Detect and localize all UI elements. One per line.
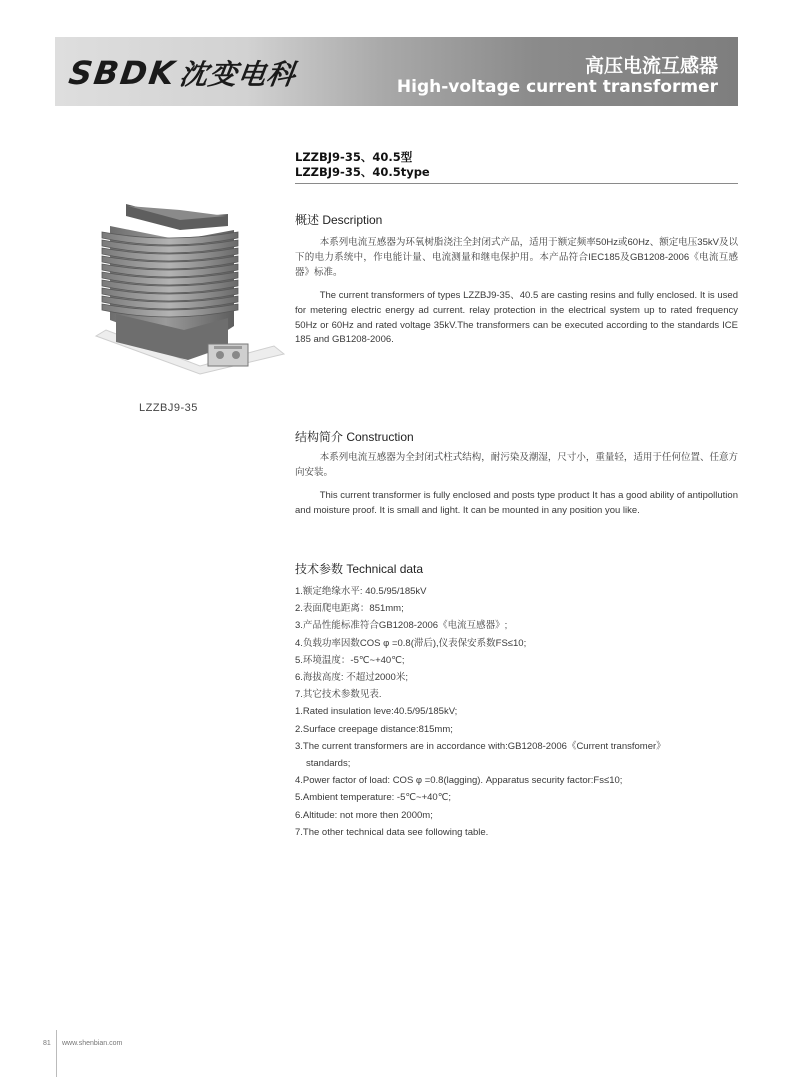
transformer-drawing (88, 196, 288, 396)
construction-heading: 结构简介 Construction (295, 430, 414, 444)
page-title-en: High-voltage current transformer (396, 77, 718, 97)
model-line-en: LZZBJ9-35、40.5type (295, 165, 430, 179)
list-item: 4.负载功率因数COS φ =0.8(滞后),仪表保安系数FS≤10; (295, 637, 527, 649)
list-item: 6.海拔高度: 不超过2000米; (295, 672, 408, 684)
model-divider (295, 183, 738, 184)
list-item: 6.Altitude: not more then 2000m; (295, 809, 433, 821)
logo-chinese: 沈变电科 (177, 58, 299, 91)
list-item: 1.Rated insulation leve:40.5/95/185kV; (295, 706, 458, 718)
current-transformer-illustration (88, 196, 288, 396)
list-item: 5.Ambient temperature: -5℃~+40℃; (295, 792, 451, 804)
model-designation (295, 150, 738, 180)
list-item: 3.产品性能标准符合GB1208-2006《电流互感器》; (295, 620, 508, 632)
construction-text-en: This current transformer is fully enclosed and posts type product It has a good ability of antipollution and moisture proof. It is small and light. It can be mounted in any position you like. (295, 490, 738, 516)
list-item: 2.表面爬电距离：851mm; (295, 603, 404, 615)
product-caption: LZZBJ9-35 (139, 402, 198, 414)
description-heading: 概述 Description (295, 213, 383, 227)
technical-heading: 技术参数 Technical data (295, 562, 424, 576)
list-item: 7.其它技术参数见表. (295, 689, 382, 701)
technical-data-list (295, 583, 745, 841)
footer-divider (56, 1030, 57, 1077)
model-line-cn: LZZBJ9-35、40.5型 (295, 150, 413, 164)
page-title-cn: 高压电流互感器 (584, 55, 718, 77)
header-banner (55, 37, 738, 106)
list-item: 3.The current transformers are in accordance with:GB1208-2006《Current transfomer》 (295, 740, 666, 752)
list-item: 1.额定绝缘水平: 40.5/95/185kV (295, 586, 427, 597)
brand-logo (66, 56, 298, 92)
list-item: 4.Power factor of load: COS φ =0.8(lagging). Apparatus security factor:Fs≤10; (295, 775, 623, 787)
construction-text-cn: 本系列电流互感器为全封闭式柱式结构，耐污染及潮湿，尺寸小，重量轻，适用于任何位置、任意方向安装。 (295, 452, 738, 478)
list-item: 5.环境温度：-5℃~+40℃; (295, 654, 405, 666)
website-link[interactable]: www.shenbian.com (62, 1040, 123, 1047)
description-text-en: The current transformers of types LZZBJ9-35、40.5 are casting resins and fully enclosed. It is used for metering electric energy ad current. relay protection in the electrical system up to rated frequency 50Hz or 60Hz and rated voltage 35kV.The transformers can be executed according to the standards ICE 185 and GB1208-2006. (295, 290, 738, 346)
list-item: standards; (306, 758, 351, 770)
list-item: 7.The other technical data see following table. (295, 826, 489, 838)
page-number: 81 (43, 1040, 51, 1047)
description-text-cn: 本系列电流互感器为环氧树脂浇注全封闭式产品，适用于额定频率50Hz或60Hz、额定电压35kV及以下的电力系统中，作电能计量、电流测量和继电保护用。本产品符合IEC185及GB1208-2006《电流互感器》标准。 (295, 237, 738, 278)
logo-latin: SBDK (66, 54, 179, 92)
list-item: 2.Surface creepage distance:815mm; (295, 723, 453, 735)
